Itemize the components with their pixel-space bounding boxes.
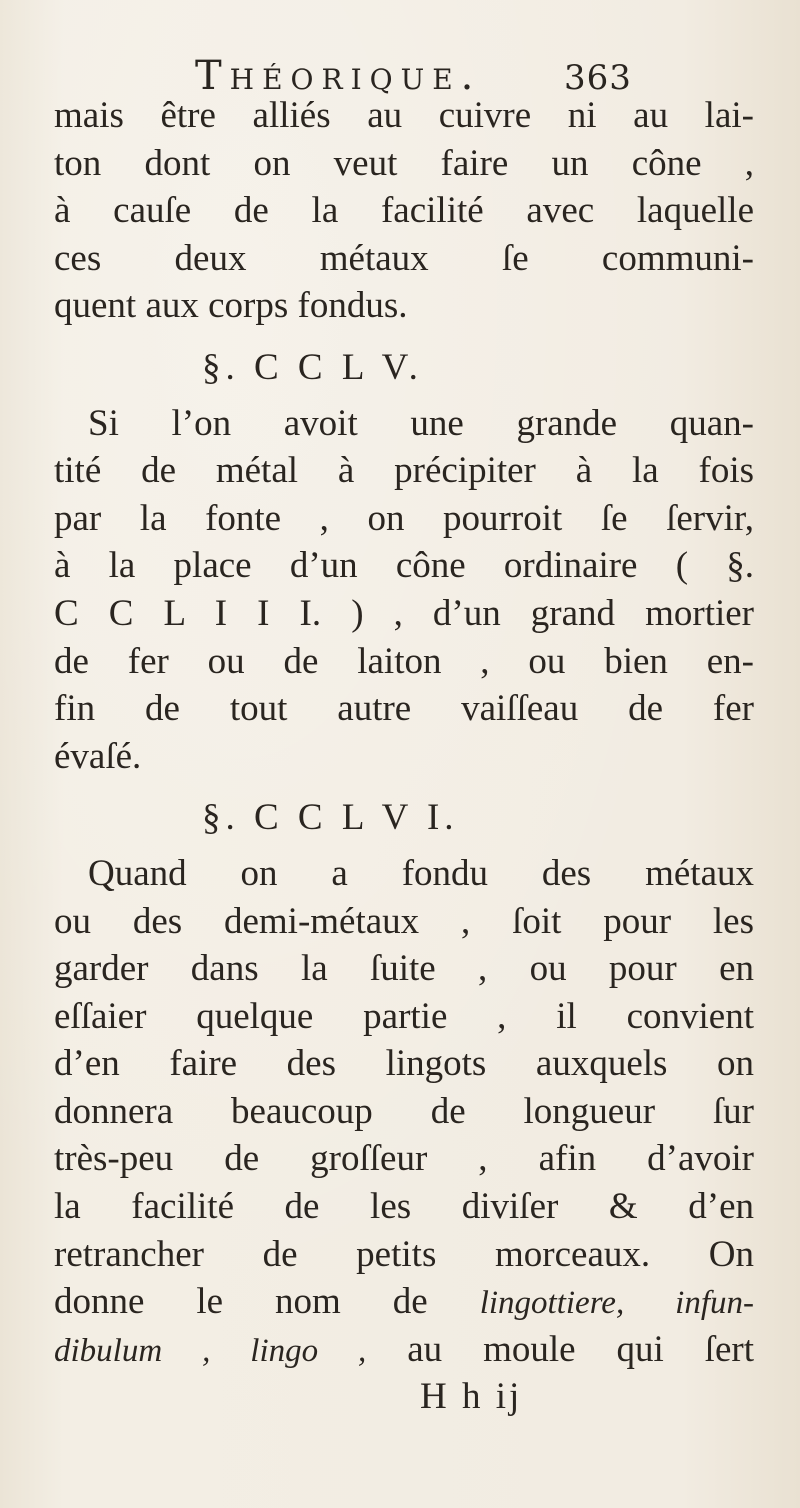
page-number: 363 [564,58,632,98]
paragraph-line [54,1326,754,1374]
paragraph-line: très-peu de groſſeur , afin d’avoir [54,1138,754,1180]
paragraph-line: fin de tout autre vaiſſeau de fer [54,688,754,730]
spacer [54,330,754,344]
text-line: à cauſe de la facilité avec laquelle [54,190,754,232]
paragraph-line: C C L I I I. ) , d’un grand mortier [54,592,754,634]
text-run: donne le nom de [54,1281,480,1323]
paragraph-line: d’en faire des lingots auxquels on [54,1043,754,1085]
paragraph-line: tité de métal à précipiter à la fois [54,450,754,492]
paragraph-line: par la fonte , on pourroit ſe ſervir, [54,497,754,539]
section-heading: §. C C L V I. [202,797,459,839]
text-run: au moule qui ſert [366,1328,754,1370]
section-heading: §. C C L V. [202,346,423,388]
running-title: Théorique. [195,53,482,99]
paragraph-line: à la place d’un cône ordinaire ( §. [54,545,754,587]
text-line: mais être alliés au cuivre ni au lai- [54,95,754,136]
signature-mark: H h ij [420,1376,523,1418]
paragraph-line: garder dans la ſuite , ou pour en [54,948,754,990]
paragraph-line: donnera beaucoup de longueur ſur [54,1090,754,1132]
text-line: ton dont on veut faire un cône , [54,142,754,184]
text-line: ces deux métaux ſe communi- [54,237,754,279]
paragraph-line: la facilité de les diviſer & d’en [54,1186,754,1228]
paragraph-line: eſſaier quelque partie , il convient [54,995,754,1037]
paragraph-line [54,1278,754,1326]
text-line: quent aux corps fondus. [54,285,408,327]
body-text [54,92,754,1421]
italic-term: lingottiere, infun- [479,1285,754,1322]
spacer [54,780,754,794]
spacer [54,842,754,850]
paragraph-line: de fer ou de laiton , ou bien en- [54,640,754,682]
paragraph-line: retrancher de petits morceaux. On [54,1233,754,1275]
paragraph-line: Quand on a fondu des métaux [88,852,754,894]
paragraph-line: ou des demi-métaux , ſoit pour les [54,900,754,942]
spacer [54,392,754,400]
italic-term: dibulum , lingo , [54,1332,367,1369]
paragraph-line: évaſé. [54,735,142,777]
paragraph-line: Si l’on avoit une grande quan- [88,402,754,444]
